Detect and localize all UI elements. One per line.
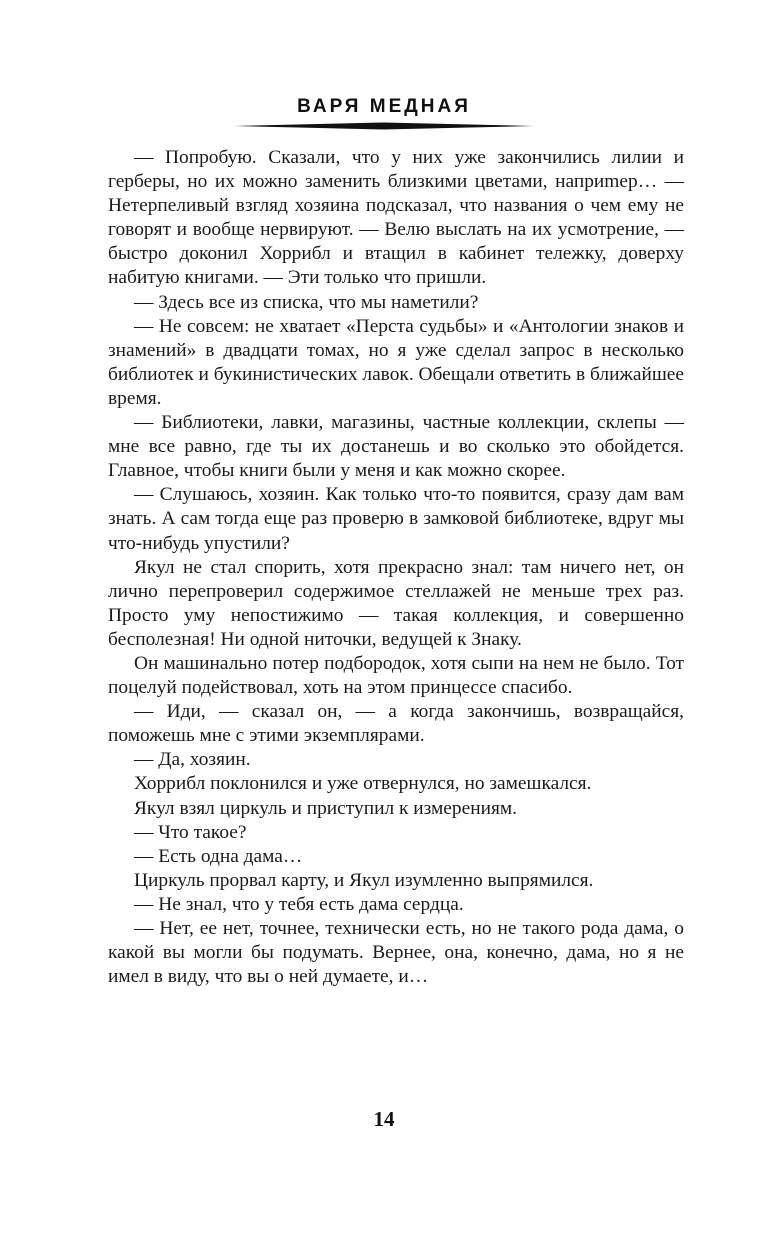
paragraph: Якул взял циркуль и приступил к измерениям.	[134, 797, 517, 819]
paragraph: — Не знал, что у тебя есть дама сердца.	[134, 893, 464, 915]
running-header	[0, 96, 768, 118]
paragraph: — Библиотеки, лавки, магазины, частные коллекции, склепы — мне все равно, где ты их достанешь и во сколько это обойдется. Главное, чтобы книги были у меня и как можно скорее.	[108, 412, 684, 482]
paragraph: Он машинально потер подбородок, хотя сыпи на нем не было. Тот поцелуй подействовал, хоть на этом принцессе спасибо.	[108, 652, 684, 699]
paragraph: — Здесь все из списка, что мы наметили?	[134, 291, 479, 313]
paragraph: — Иди, — сказал он, — а когда закончишь, возвращайся, поможешь мне с этими экземплярами.	[108, 701, 684, 747]
page-number: 14	[373, 1107, 395, 1131]
paragraph: Циркуль прорвал карту, и Якул изумленно выпрямился.	[134, 869, 594, 891]
paragraph: — Есть одна дама…	[134, 845, 303, 867]
paragraph: — Не совсем: не хватает «Перста судьбы» и «Антологии знаков и знамений» в двадцати томах, но я уже сделал запрос в несколько библиотек и букинистических лавок. Обещали ответить в ближайшее время.	[108, 315, 684, 409]
paragraph: — Слушаюсь, хозяин. Как только что-то появится, сразу дам вам знать. А сам тогда еще раз проверю в замковой библиотеке, вдруг мы что-нибудь упустили?	[108, 484, 684, 554]
paragraph: Хоррибл поклонился и уже отвернулся, но замешкался.	[134, 773, 592, 795]
paragraph: — Что такое?	[134, 821, 247, 843]
paragraph: — Попробую. Сказали, что у них уже закончились лилии и герберы, но их можно заменить близкими цветами, наприmер… — Нетерпеливый взгляд хозяина подсказал, что названия о чем ему не говорят и вообще нервируют. — Велю выслать на их усмотрение, — быстро доконил Хоррибл и втащил в кабинет тележку, доверху набитую книгами. — Эти только что пришли.	[108, 147, 684, 289]
paragraph: — Да, хозяин.	[134, 749, 251, 771]
paragraph: — Нет, ее нет, точнее, технически есть, но не такого рода дама, о какой вы могли бы подумать. Вернее, она, конечно, дама, но я не имел в виду, что вы о ней думаете, и…	[108, 918, 684, 988]
body-text	[108, 146, 684, 989]
header-ornament-rule	[234, 122, 534, 130]
paragraph: Якул не стал спорить, хотя прекрасно знал: там ничего нет, он лично перепроверил содержимое стеллажей не меньше трех раз. Просто уму непостижимо — такая коллекция, и совершенно бесполезная! Ни одной ниточки, ведущей к Знаку.	[108, 556, 684, 650]
running-head-author: ВАРЯ МЕДНАЯ	[297, 96, 471, 117]
